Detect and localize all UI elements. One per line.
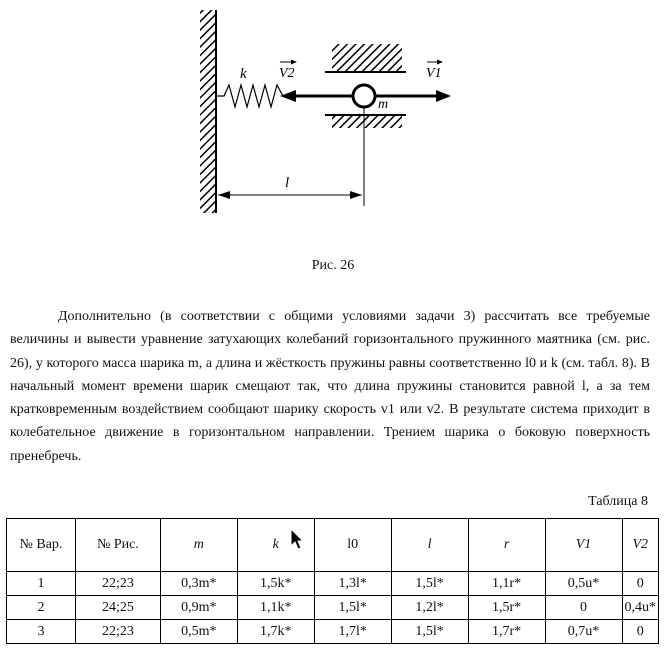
table-cell: 0: [545, 596, 622, 620]
dim-arrow-right: [350, 191, 362, 199]
figure-caption: Рис. 26: [311, 258, 355, 273]
table-cell: 0,5m*: [160, 620, 237, 644]
table-cell: 22;23: [75, 620, 160, 644]
label-v1: V1: [426, 66, 442, 81]
table-cell: 1,1r*: [468, 572, 545, 596]
problem-text: [10, 305, 650, 468]
table-cell: 1,1k*: [237, 596, 314, 620]
mouse-pointer-icon: [290, 528, 304, 550]
table-cell: 2: [7, 596, 76, 620]
table-cell: 1: [7, 572, 76, 596]
table-cell: 0,4u*: [622, 596, 659, 620]
label-v2: V2: [279, 66, 295, 81]
top-guide: [332, 44, 402, 71]
label-l: l: [285, 175, 290, 191]
header-cell: k: [237, 519, 314, 572]
table-row: [7, 620, 659, 644]
ball: [353, 85, 375, 107]
table-cell: 1,5r*: [468, 596, 545, 620]
variants-table: [6, 518, 659, 644]
dim-arrow-left: [218, 191, 230, 199]
table-cell: 1,5l*: [391, 572, 468, 596]
pendulum-figure: [0, 0, 666, 256]
header-cell: l0: [314, 519, 391, 572]
table-cell: 0: [622, 572, 659, 596]
table-cell: 0,9m*: [160, 596, 237, 620]
table-cell: 0: [622, 620, 659, 644]
table-cell: 3: [7, 620, 76, 644]
table-header-row: [7, 519, 659, 572]
table-cell: 1,5k*: [237, 572, 314, 596]
table-cell: 1,7k*: [237, 620, 314, 644]
table-cell: 1,2l*: [391, 596, 468, 620]
table-cell: 22;23: [75, 572, 160, 596]
header-cell: r: [468, 519, 545, 572]
bottom-guide: [332, 116, 402, 128]
v1-arrow: [436, 90, 451, 102]
table-cell: 1,5l*: [391, 620, 468, 644]
table-cell: 1,3l*: [314, 572, 391, 596]
header-cell: l: [391, 519, 468, 572]
label-k: k: [240, 66, 247, 82]
table-cell: 1,5l*: [314, 596, 391, 620]
header-cell: V2: [622, 519, 659, 572]
table-row: [7, 596, 659, 620]
table-caption: Таблица 8: [588, 494, 648, 509]
wall: [200, 10, 216, 213]
table-cell: 0,7u*: [545, 620, 622, 644]
v2-arrow: [280, 90, 296, 102]
table-cell: 1,7r*: [468, 620, 545, 644]
header-cell: V1: [545, 519, 622, 572]
header-cell: m: [160, 519, 237, 572]
header-cell: № Вар.: [7, 519, 76, 572]
table-cell: 1,7l*: [314, 620, 391, 644]
table-cell: 0,3m*: [160, 572, 237, 596]
table-cell: 24;25: [75, 596, 160, 620]
table-cell: 0,5u*: [545, 572, 622, 596]
table-row: [7, 572, 659, 596]
header-cell: № Рис.: [75, 519, 160, 572]
problem-paragraph: Дополнительно (в соответствии с общими условиями задачи 3) рассчитать все требуемые величины и вывести уравнение затухающих колебаний горизонтального пружинного маятника (см. рис. 26), у которого масса шарика m, а длина и жёсткость пружины равны соответственно l0 и k (см. табл. 8). В начальный момент времени шарик смещают так, что длина пружины становится равной l, а за тем кратковременным воздействием сообщают шарику скорость v1 или v2. В результате система приходит в колебательное движение в горизонтальном направлении. Трением шарика о боковую поверхность пренебречь.: [10, 309, 651, 464]
label-m: m: [378, 97, 389, 112]
